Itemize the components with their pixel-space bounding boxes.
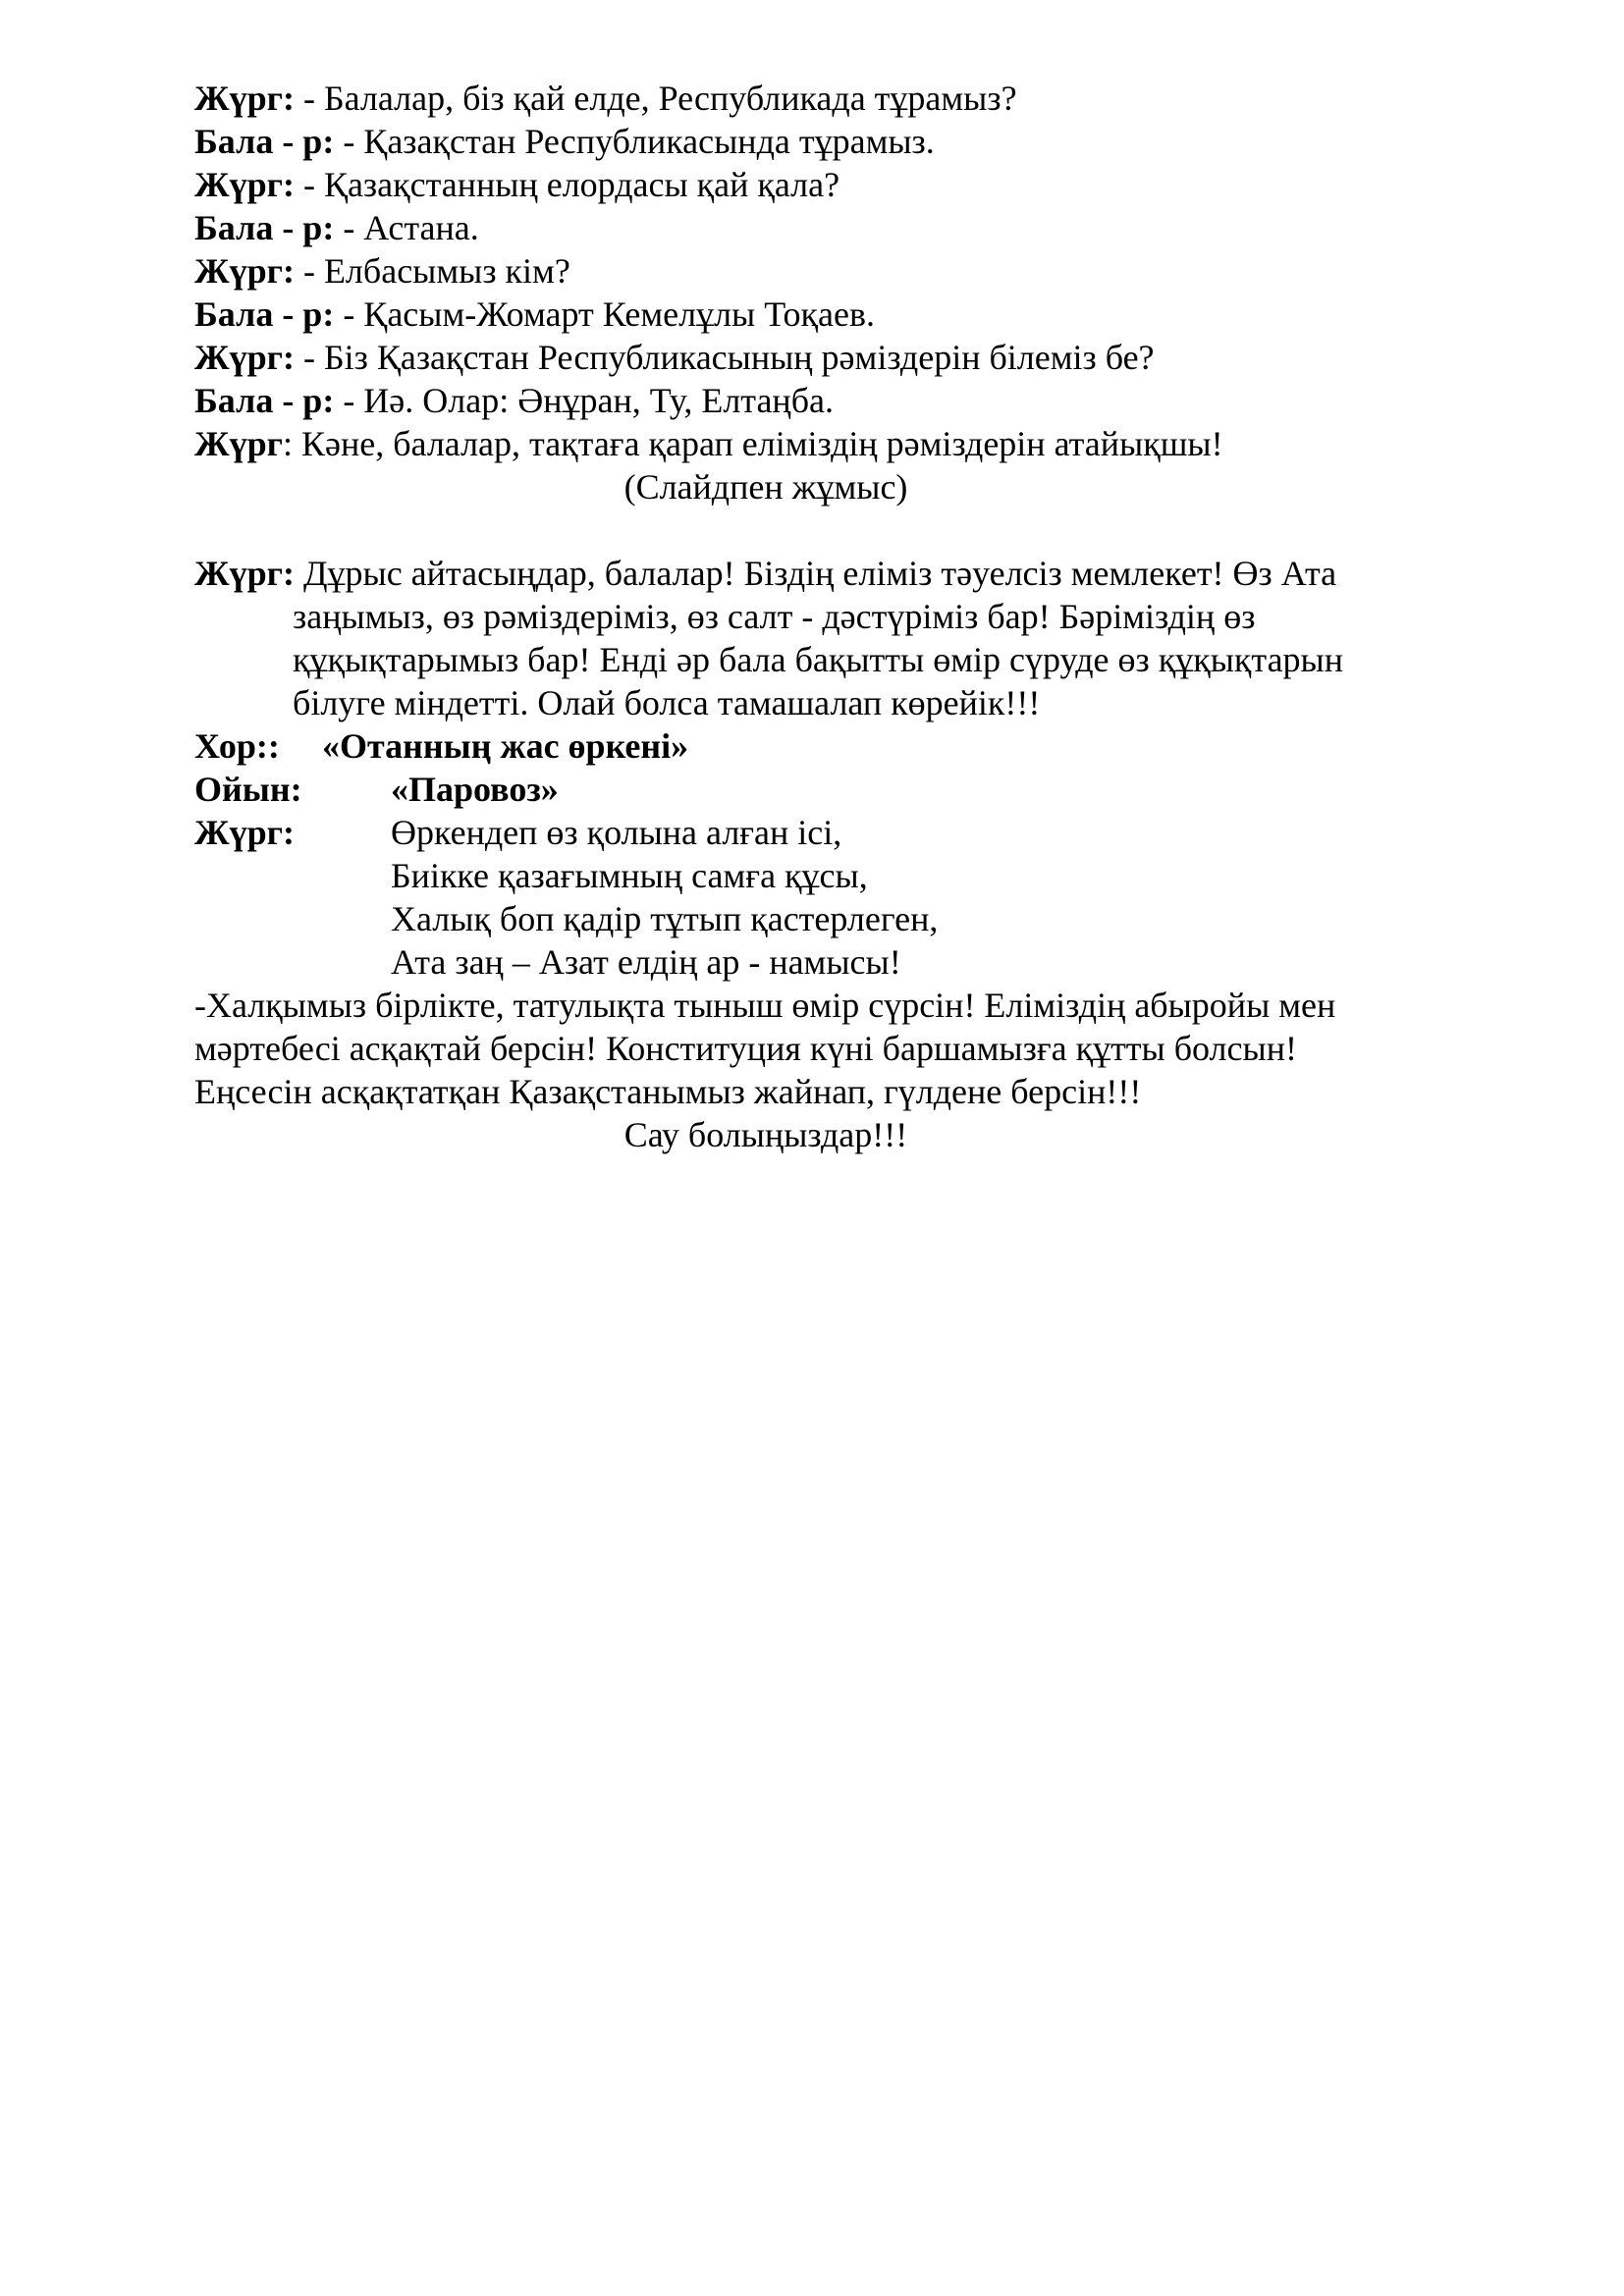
speech-paragraph — [194, 552, 1471, 724]
dialogue-text: - Қазақстанның елордасы қай қала? — [294, 165, 840, 204]
choir-title: «Отанның жас өркені» — [322, 726, 689, 766]
speaker-label: Жүрг: — [194, 251, 295, 291]
closing-line: Еңсесін асқақтатқан Қазақстанымыз жайнап, гүлдене берсін!!! — [194, 1072, 1142, 1111]
game-label: Ойын: — [194, 770, 302, 809]
speech-line: заңымыз, өз рәміздеріміз, өз салт - дәстүріміз бар! Бәріміздің өз — [293, 597, 1256, 636]
slide-note: (Слайдпен жұмыс) — [623, 467, 908, 507]
speaker-label: Бала - р: — [194, 208, 335, 247]
speaker-label: Жүрг: — [194, 79, 295, 118]
dialogue-line — [194, 336, 1471, 379]
dialogue-line — [194, 249, 1471, 293]
dialogue-line — [194, 77, 1471, 120]
poem-text: Өркендеп өз қолына алған ісі, — [391, 813, 842, 852]
speaker-label: Бала - р: — [194, 381, 335, 420]
dialogue-text: : Кәне, балалар, тақтаға қарап еліміздің рәміздерін атайықшы! — [282, 424, 1223, 463]
dialogue-line — [194, 206, 1471, 249]
speech-text: Дұрыс айтасыңдар, балалар! Біздің еліміз тәуелсіз мемлекет! Өз Ата — [294, 554, 1337, 593]
speech-line: құқықтарымыз бар! Енді әр бала бақытты өмір сүруде өз құқықтарын — [293, 640, 1343, 679]
speaker-label: Бала - р: — [194, 122, 335, 161]
dialogue-line — [194, 120, 1471, 163]
blank-line — [194, 508, 1471, 552]
choir-label: Хор:: — [194, 726, 280, 766]
dialogue-line — [194, 379, 1471, 422]
dialogue-text: - Қасым-Жомарт Кемелұлы Тоқаев. — [334, 294, 875, 334]
dialogue-text: - Қазақстан Республикасында тұрамыз. — [334, 122, 935, 161]
dialogue-line — [194, 163, 1471, 206]
choir-line — [194, 724, 1471, 768]
speaker-label: Жүрг — [194, 424, 283, 463]
poem-line — [194, 811, 1471, 854]
dialogue-text: - Иә. Олар: Әнұран, Ту, Елтаңба. — [334, 381, 834, 420]
dialogue-text: - Біз Қазақстан Республикасының рәміздерін білеміз бе? — [294, 338, 1155, 377]
closing-line: мәртебесі асқақтай берсін! Конституция күні баршамызға құтты болсын! — [194, 1029, 1297, 1068]
closing-line: -Халқымыз бірлікте, татулықта тыныш өмір сүрсін! Еліміздің абыройы мен — [194, 986, 1336, 1025]
poem-line: Биікке қазағымның самға құсы, — [391, 856, 868, 895]
speech-line — [194, 552, 1471, 595]
game-line — [194, 768, 1471, 811]
speaker-label: Жүрг: — [194, 165, 295, 204]
farewell: Сау болыңыздар!!! — [623, 1115, 908, 1154]
dialogue-line — [194, 422, 1471, 465]
poem-line: Халық боп қадір тұтып қастерлеген, — [391, 899, 939, 938]
dialogue-line — [194, 293, 1471, 336]
speech-line: білуге міндетті. Олай болса тамашалап көрейік!!! — [293, 683, 1041, 722]
speaker-label: Жүрг: — [194, 338, 295, 377]
speaker-label: Жүрг: — [194, 813, 295, 852]
dialogue-text: - Елбасымыз кім? — [294, 251, 570, 291]
document-content — [194, 77, 1471, 1156]
speaker-label: Бала - р: — [194, 294, 335, 334]
speaker-label: Жүрг: — [194, 554, 295, 593]
dialogue-text: - Балалар, біз қай елде, Республикада тұрамыз? — [294, 79, 1017, 118]
poem-line: Ата заң – Азат елдің ар - намысы! — [391, 942, 901, 982]
dialogue-text: - Астана. — [334, 208, 479, 247]
game-title: «Паровоз» — [391, 770, 559, 809]
